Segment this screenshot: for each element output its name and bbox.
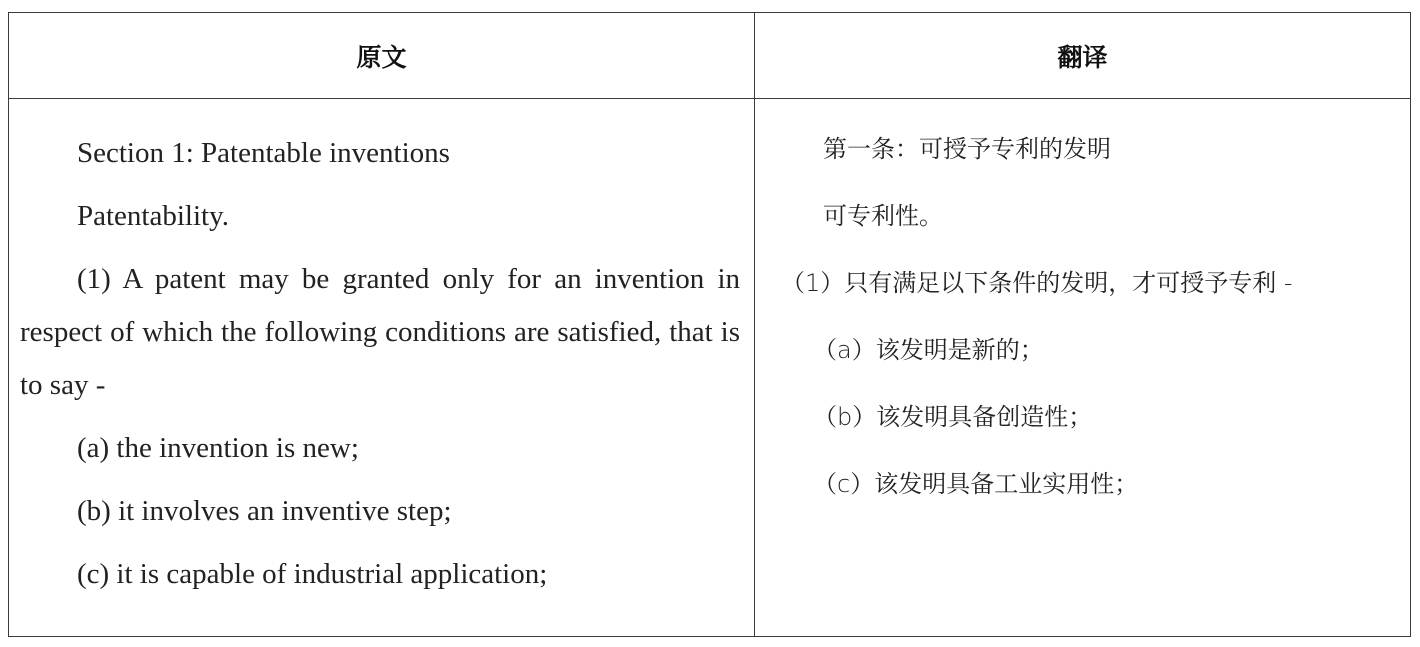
content-row: [9, 99, 1411, 637]
translation-item-a: （a）该发明是新的；: [813, 336, 1044, 364]
original-clause-1: (1) A patent may be granted only for an invention in respect of which the following conditions are satisfied, that is to say -: [20, 263, 740, 401]
original-item-c: (c) it is capable of industrial application;: [77, 558, 548, 590]
original-item-a: (a) the invention is new;: [77, 432, 359, 464]
bilingual-table: [8, 12, 1411, 637]
header-translation: 翻译: [755, 13, 1411, 99]
original-subtitle: Patentability.: [77, 200, 229, 232]
original-section-title: Section 1: Patentable inventions: [77, 137, 450, 169]
translation-section-title: 第一条：可授予专利的发明: [823, 135, 1111, 163]
translation-text-cell: [755, 99, 1411, 637]
original-item-b: (b) it involves an inventive step;: [77, 495, 452, 527]
translation-clause-1: （1）只有满足以下条件的发明，才可授予专利 -: [781, 269, 1293, 297]
original-text-cell: [9, 99, 755, 637]
translation-subtitle: 可专利性。: [823, 202, 943, 230]
translation-item-c: （c）该发明具备工业实用性；: [813, 470, 1139, 498]
header-original: 原文: [9, 13, 755, 99]
translation-item-b: （b）该发明具备创造性；: [813, 403, 1093, 431]
header-row: [9, 13, 1411, 99]
